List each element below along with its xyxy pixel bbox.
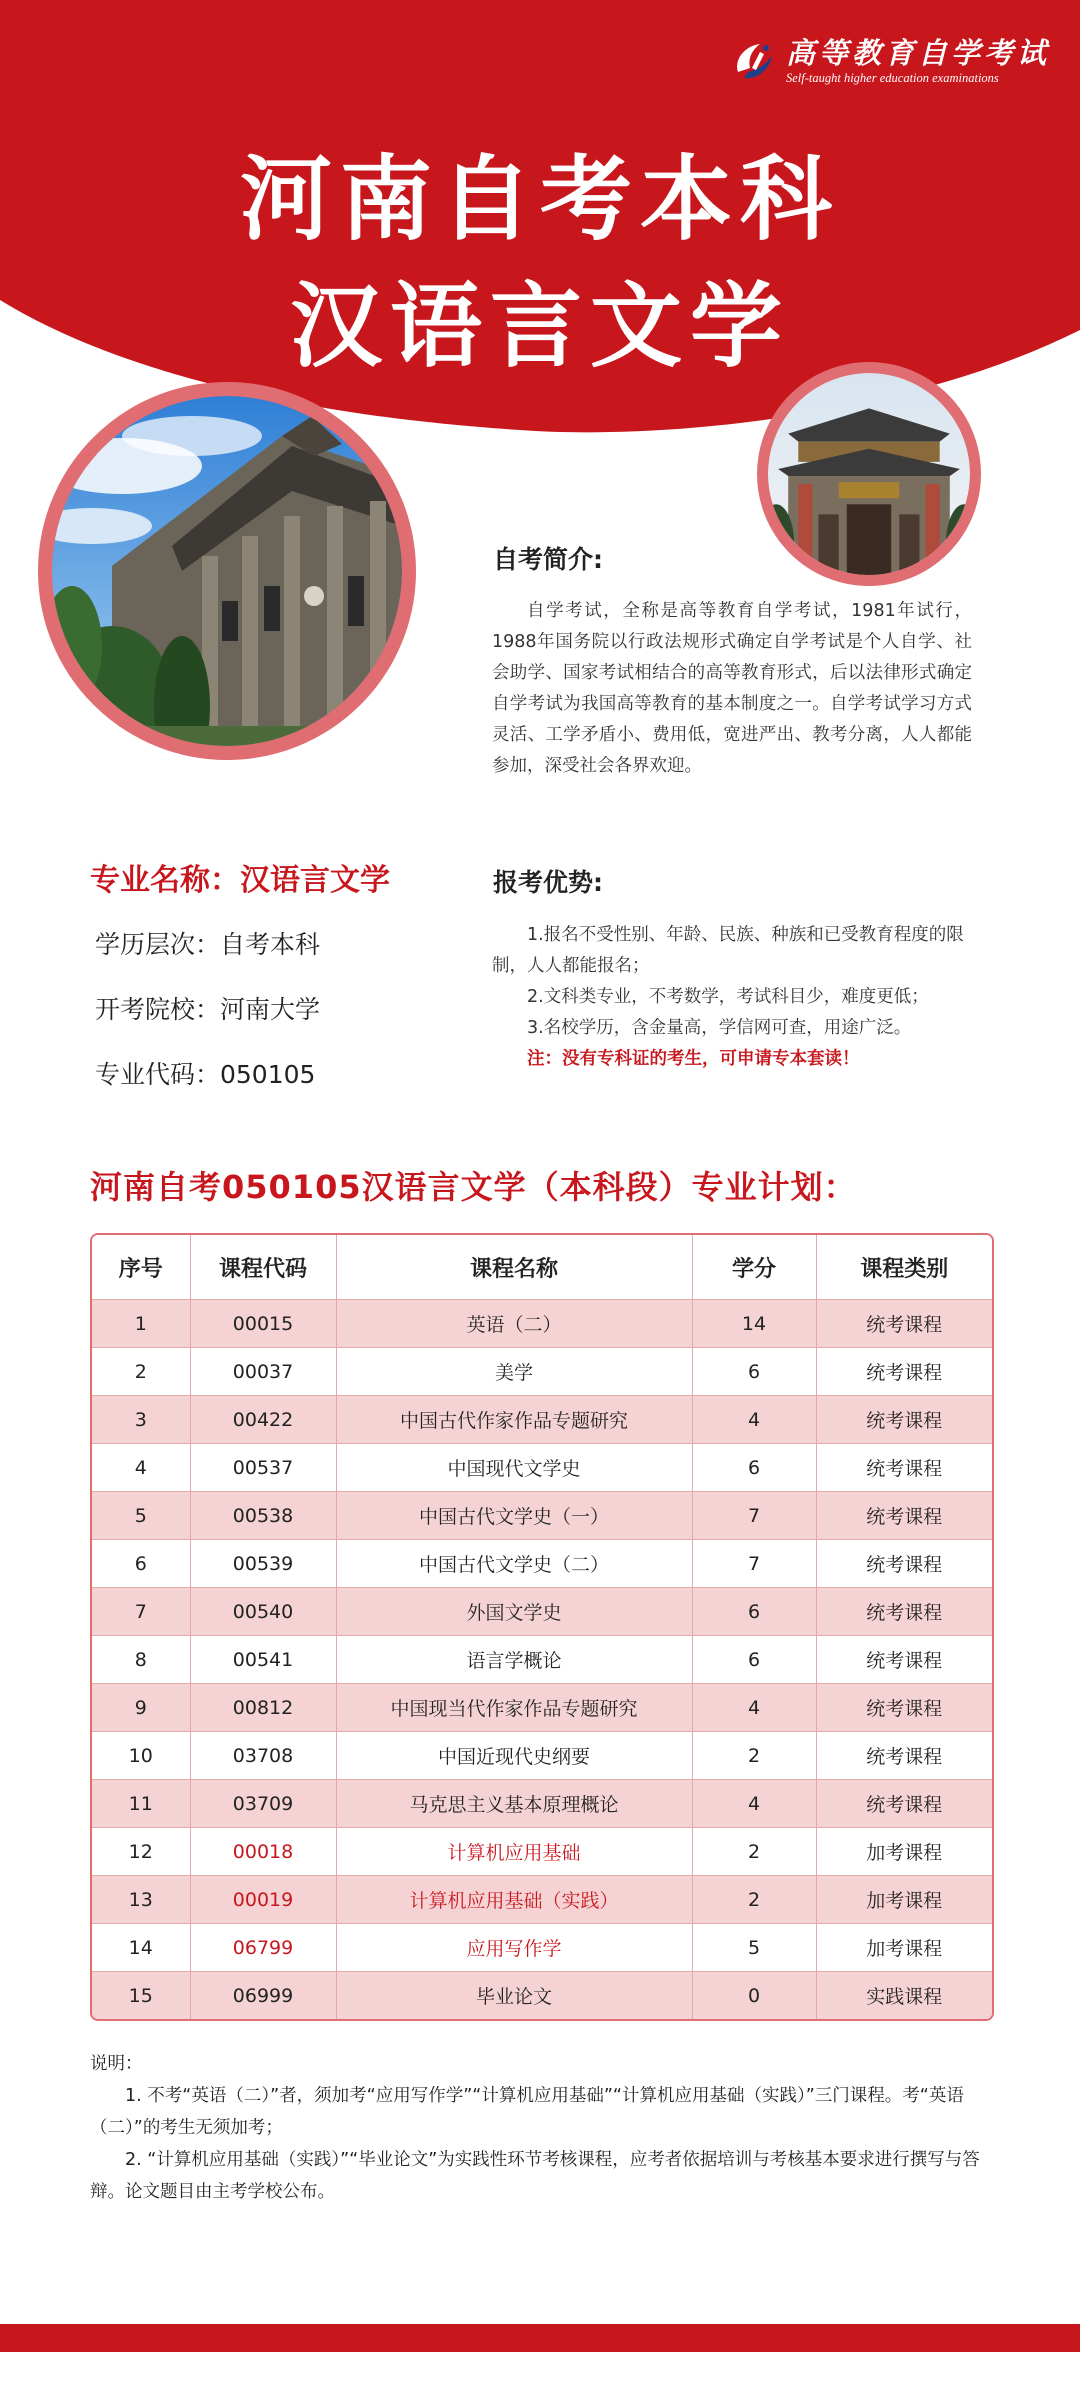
course-type: 统考课程 — [816, 1348, 992, 1396]
header-credit: 学分 — [692, 1235, 816, 1300]
campus-building-photo — [38, 382, 416, 760]
course-name: 外国文学史 — [336, 1588, 692, 1636]
course-credit: 14 — [692, 1300, 816, 1348]
course-code: 00422 — [190, 1396, 336, 1444]
course-type: 统考课程 — [816, 1300, 992, 1348]
note-item: 1. 不考“英语（二）”者，须加考“应用写作学”“计算机应用基础”“计算机应用基础（实践）”三门课程。考“英语（二）”的考生无须加考； — [90, 2086, 964, 2138]
header-code: 课程代码 — [190, 1235, 336, 1300]
exam-logo — [730, 36, 1050, 86]
course-code: 03708 — [190, 1732, 336, 1780]
course-code: 00540 — [190, 1588, 336, 1636]
course-type: 统考课程 — [816, 1540, 992, 1588]
major-name: 专业名称：汉语言文学 — [90, 863, 390, 898]
advantage-item: 1.报名不受性别、年龄、民族、种族和已受教育程度的限制，人人都能报名； — [492, 925, 964, 976]
course-code: 00037 — [190, 1348, 336, 1396]
course-no: 15 — [92, 1972, 190, 2020]
table-row — [92, 1300, 992, 1348]
table-row — [92, 1780, 992, 1828]
course-no: 7 — [92, 1588, 190, 1636]
course-no: 13 — [92, 1876, 190, 1924]
advantages-heading: 报考优势: — [493, 868, 603, 897]
course-type: 统考课程 — [816, 1732, 992, 1780]
course-code: 06799 — [190, 1924, 336, 1972]
table-row — [92, 1924, 992, 1972]
course-type: 统考课程 — [816, 1396, 992, 1444]
course-type: 实践课程 — [816, 1972, 992, 2020]
notes-section — [90, 2048, 995, 2208]
logo-title-en: Self-taught higher education examinations — [785, 71, 999, 85]
hero-title-line1: 河南自考本科 — [239, 146, 840, 253]
major-code: 专业代码：050105 — [95, 1060, 316, 1089]
course-name: 中国古代文学史（二） — [336, 1540, 692, 1588]
course-credit: 6 — [692, 1588, 816, 1636]
course-credit: 6 — [692, 1444, 816, 1492]
course-code: 00015 — [190, 1300, 336, 1348]
table-row — [92, 1540, 992, 1588]
course-code: 00541 — [190, 1636, 336, 1684]
course-name: 英语（二） — [336, 1300, 692, 1348]
table-row — [92, 1732, 992, 1780]
course-type: 统考课程 — [816, 1444, 992, 1492]
course-name: 美学 — [336, 1348, 692, 1396]
note-item: 2. “计算机应用基础（实践）”“毕业论文”为实践性环节考核课程，应考者依据培训与考核基本要求进行撰写与答辩。论文题目由主考学校公布。 — [90, 2150, 980, 2202]
course-type: 统考课程 — [816, 1684, 992, 1732]
footer-bar — [0, 2324, 1080, 2352]
exam-logo-icon — [730, 38, 776, 84]
table-row — [92, 1636, 992, 1684]
hero-title-line2: 汉语言文学 — [289, 273, 790, 380]
table-row — [92, 1348, 992, 1396]
course-credit: 2 — [692, 1828, 816, 1876]
course-no: 11 — [92, 1780, 190, 1828]
table-row — [92, 1876, 992, 1924]
course-code: 00537 — [190, 1444, 336, 1492]
advantage-note: 注：没有专科证的考生，可申请专本套读！ — [527, 1049, 860, 1069]
course-name: 语言学概论 — [336, 1636, 692, 1684]
intro-heading: 自考简介: — [493, 545, 603, 574]
course-credit: 6 — [692, 1636, 816, 1684]
course-no: 9 — [92, 1684, 190, 1732]
course-credit: 7 — [692, 1540, 816, 1588]
table-row — [92, 1828, 992, 1876]
course-type: 加考课程 — [816, 1924, 992, 1972]
course-no: 4 — [92, 1444, 190, 1492]
course-type: 统考课程 — [816, 1636, 992, 1684]
course-name: 中国近现代史纲要 — [336, 1732, 692, 1780]
course-no: 2 — [92, 1348, 190, 1396]
course-name: 应用写作学 — [336, 1924, 692, 1972]
table-row — [92, 1444, 992, 1492]
course-name: 中国古代作家作品专题研究 — [336, 1396, 692, 1444]
course-name: 毕业论文 — [336, 1972, 692, 2020]
course-name: 中国现当代作家作品专题研究 — [336, 1684, 692, 1732]
course-plan-table — [90, 1233, 994, 2021]
course-name: 中国现代文学史 — [336, 1444, 692, 1492]
course-name: 计算机应用基础（实践） — [336, 1876, 692, 1924]
course-code: 03709 — [190, 1780, 336, 1828]
intro-paragraph: 自学考试，全称是高等教育自学考试，1981年试行，1988年国务院以行政法规形式确定自学考试是个人自学、社会助学、国家考试相结合的高等教育形式，后以法律形式确定自学考试为我国高等教育的基本制度之一。自学考试学习方式灵活、工学矛盾小、费用低，宽进严出、教考分离，人人都能参加，深受社会各界欢迎。 — [492, 601, 972, 776]
header-no: 序号 — [92, 1235, 190, 1300]
course-no: 5 — [92, 1492, 190, 1540]
course-type: 加考课程 — [816, 1876, 992, 1924]
table-row — [92, 1684, 992, 1732]
table-row — [92, 1396, 992, 1444]
course-type: 统考课程 — [816, 1588, 992, 1636]
course-code: 00018 — [190, 1828, 336, 1876]
course-credit: 7 — [692, 1492, 816, 1540]
course-name: 计算机应用基础 — [336, 1828, 692, 1876]
course-name: 马克思主义基本原理概论 — [336, 1780, 692, 1828]
university-gate-photo — [757, 362, 981, 586]
header-name: 课程名称 — [336, 1235, 692, 1300]
course-code: 00019 — [190, 1876, 336, 1924]
course-type: 统考课程 — [816, 1780, 992, 1828]
advantages-list — [492, 920, 982, 1075]
course-credit: 4 — [692, 1684, 816, 1732]
course-no: 14 — [92, 1924, 190, 1972]
course-credit: 4 — [692, 1396, 816, 1444]
logo-title-cn: 高等教育自学考试 — [785, 36, 1050, 70]
table-header-row — [92, 1235, 992, 1300]
course-credit: 0 — [692, 1972, 816, 2020]
course-type: 统考课程 — [816, 1492, 992, 1540]
course-code: 00812 — [190, 1684, 336, 1732]
table-row — [92, 1972, 992, 2020]
course-name: 中国古代文学史（一） — [336, 1492, 692, 1540]
course-credit: 2 — [692, 1732, 816, 1780]
course-no: 6 — [92, 1540, 190, 1588]
plan-title: 河南自考050105汉语言文学（本科段）专业计划： — [90, 1168, 857, 1206]
course-code: 00539 — [190, 1540, 336, 1588]
advantage-item: 2.文科类专业，不考数学，考试科目少，难度更低； — [527, 987, 929, 1007]
course-no: 3 — [92, 1396, 190, 1444]
table-row — [92, 1588, 992, 1636]
course-type: 加考课程 — [816, 1828, 992, 1876]
course-credit: 5 — [692, 1924, 816, 1972]
course-code: 00538 — [190, 1492, 336, 1540]
header-type: 课程类别 — [816, 1235, 992, 1300]
course-no: 8 — [92, 1636, 190, 1684]
notes-heading: 说明： — [90, 2054, 143, 2074]
education-level: 学历层次：自考本科 — [95, 930, 321, 959]
course-code: 06999 — [190, 1972, 336, 2020]
course-no: 12 — [92, 1828, 190, 1876]
course-credit: 2 — [692, 1876, 816, 1924]
exam-school: 开考院校：河南大学 — [95, 995, 321, 1024]
course-no: 1 — [92, 1300, 190, 1348]
table-row — [92, 1492, 992, 1540]
advantage-item: 3.名校学历，含金量高，学信网可查，用途广泛。 — [527, 1018, 912, 1038]
course-credit: 6 — [692, 1348, 816, 1396]
course-credit: 4 — [692, 1780, 816, 1828]
course-no: 10 — [92, 1732, 190, 1780]
